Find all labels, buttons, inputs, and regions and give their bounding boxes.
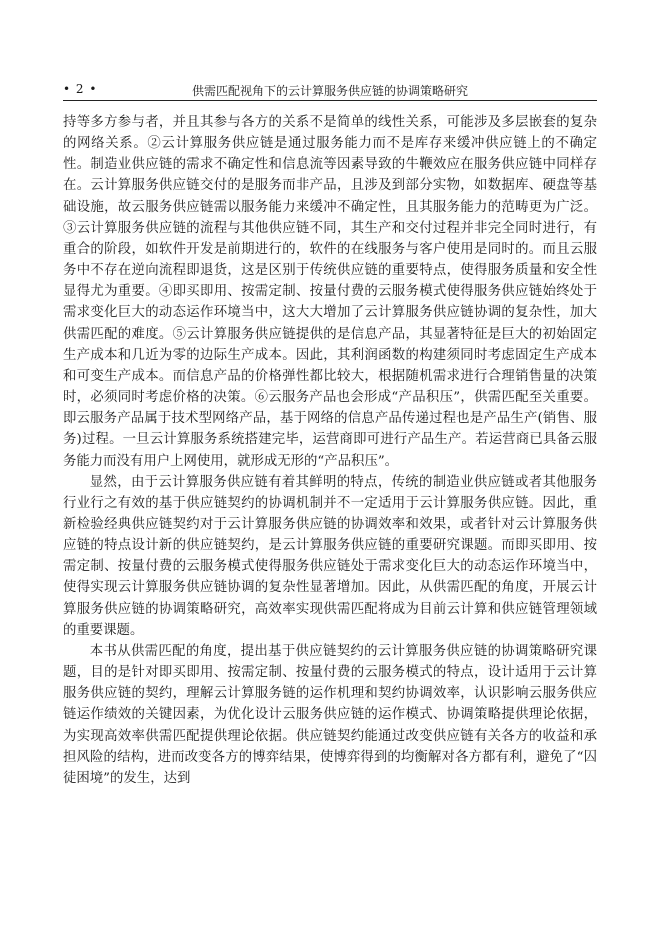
body-text: [63, 112, 597, 789]
paragraph-2: 显然，由于云计算服务供应链有着其鲜明的特点，传统的制造业供应链或者其他服务行业行之有效的基于供应链契约的协调机制并不一定适用于云计算服务供应链。因此，重新检验经典供应链契约对于云计算服务供应链的协调效率和效果，或者针对云计算服务供应链的特点设计新的供应链契约，是云计算服务供应链的重要研究课题。而即买即用、按需定制、按量付费的云服务模式使得服务供应链处于需求变化巨大的动态运作环境当中，使得实现云计算服务供应链协调的复杂性显著增加。因此，从供需匹配的角度，开展云计算服务供应链的协调策略研究，高效率实现供需匹配将成为目前云计算和供应链管理领域的重要课题。: [63, 474, 597, 638]
page-number: • 2 •: [63, 82, 98, 96]
paragraph-3: 本书从供需匹配的角度，提出基于供应链契约的云计算服务供应链的协调策略研究课题，目的是针对即买即用、按需定制、按量付费的云服务模式的特点，设计适用于云计算服务供应链的契约，理解云计算服务链的运作机理和契约协调效率，认识影响云服务供应链运作绩效的关键因素，为优化设计云服务供应链的运作模式、协调策略提供理论依据，为实现高效率供需匹配提供理论依据。供应链契约能通过改变供应链有关各方的收益和承担风险的结构，进而改变各方的博弈结果，使博弈得到的均衡解对各方都有利，避免了“囚徒困境”的发生，达到: [63, 643, 597, 786]
running-title: 供需匹配视角下的云计算服务供应链的协调策略研究: [191, 84, 468, 98]
page-header: [63, 78, 597, 101]
paragraph-continuation: 持等多方参与者，并且其参与各方的关系不是简单的线性关系，可能涉及多层嵌套的复杂的网络关系。②云计算服务供应链是通过服务能力而不是库存来缓冲供应链上的不确定性。制造业供应链的需求不确定性和信息流等因素导致的牛鞭效应在服务供应链中同样存在。云计算服务供应链交付的是服务而非产品，且涉及到部分实物，如数据库、硬盘等基础设施，故云服务供应链需以服务能力来缓冲不确定性，且其服务能力的范畴更为广泛。③云计算服务供应链的流程与其他供应链不同，其生产和交付过程并非完全同时进行，有重合的阶段，如软件开发是前期进行的，软件的在线服务与客户使用是同时的。而且云服务中不存在逆向流程即退货，这是区别于传统供应链的重要特点，使得服务质量和安全性显得尤为重要。④即买即用、按需定制、按量付费的云服务模式使得服务供应链始终处于需求变化巨大的动态运作环境当中，这大大增加了云计算服务供应链协调的复杂性，加大供需匹配的难度。⑤云计算服务供应链提供的是信息产品，其显著特征是巨大的初始固定生产成本和几近为零的边际生产成本。因此，其利润函数的构建须同时考虑固定生产成本和可变生产成本。而信息产品的价格弹性都比较大，根据随机需求进行合理销售量的决策时，必须同时考虑价格的决策。⑥云服务产品也会形成“产品积压”，供需匹配至关重要。即云服务产品属于技术型网络产品，基于网络的信息产品传递过程也是产品生产(销售、服务)过程。一旦云计算服务系统搭建完毕，运营商即可进行产品生产。若运营商已具备云服务能力而没有用户上网使用，就形成无形的“产品积压”。: [63, 115, 597, 469]
